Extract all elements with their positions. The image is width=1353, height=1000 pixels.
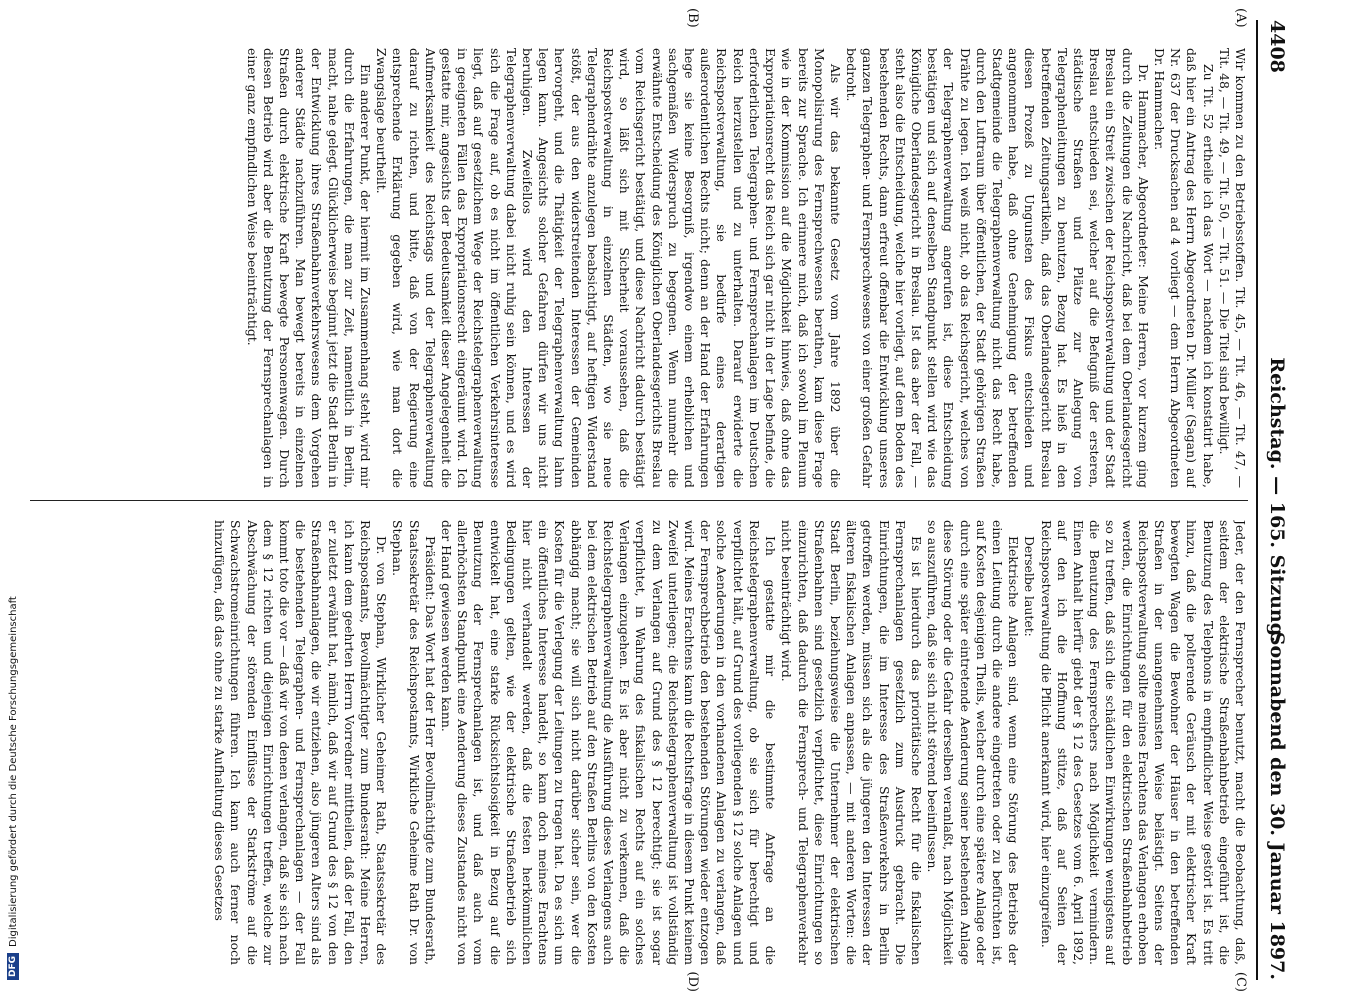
paragraph: Zu Tit. 52 ertheile ich das Wort — nachdem ich konstatirt habe, daß hier ein Antrag des Herrn Abgeordneten Dr. Müller (Sagan) auf Nr. 637 der Drucksachen ad 4 vorliegt — dem Herrn Abgeordneten Dr. Hammacher.	[1151, 48, 1216, 488]
paragraph: Es ist hierdurch das prioritätische Recht für die fiskalischen Fernsprechanlagen gesetzlich zum Ausdruck gebracht. Die Einrichtungen, die im Interesse des Straßenverkehrs in Berlin getroffen werden, müssen sich als die jüngeren den Interessen der älteren fiskalischen Anlagen anpassen, — mit anderen Worten: die Stadt Berlin, beziehungsweise die Unternehmer der elektrischen Straßenbahnen sind gesetzlich verpflichtet, diese Einrichtungen so einzurichten, daß dadurch die Fernsprech- und Telegraphenverkehr nicht beeinträchtigt wird.	[779, 520, 924, 965]
funding-sidebar	[0, 0, 26, 1000]
paragraph: Dr. von Stephan, Wirklicher Geheimer Rath, Staatssekretär des Reichspostamts, Bevollmächtigter zum Bundesrath: Meine Herren, ich kann dem geehrten Herrn Vorredner mittheilen, daß der Fall, den er zuletzt erwähnt hat, nämlich, daß wir auf Grund des § 12 von den Straßenbahnanlagen, die wir entziehen, also jüngeren Alters sind als die bestehenden Telegraphen- und Fernsprechanlagen — der Fall kommt toto die vor — daß wir von denen verlangen, daß sie sich nach dem § 12 richten und diejenigen Einrichtungen treffen, welche zur Abschwächung der störenden Einflüsse der Starkströme auf die Schwachstromeinrichtungen führen. Ich kann auch ferner noch hinzufügen, daß das ohne zu starke Aufhaltung dieses Gesetzes	[212, 520, 390, 965]
header-rule	[1256, 20, 1258, 980]
paragraph: Wir kommen zu den Betriebsstoffen. Tit. 45, — Tit. 46, — Tit. 47, — Tit. 48, — Tit. 49, — Tit. 50, — Tit. 51. — Die Titel sind bewilligt.	[1216, 48, 1248, 488]
page-number: 4408	[1266, 20, 1288, 73]
margin-marker-d: (D)	[685, 971, 700, 992]
funding-text: Digitalisierung gefördert durch die Deutsche Forschungsgemeinschaft	[7, 596, 19, 947]
funding-text-row	[0, 0, 26, 1000]
paragraph: Ein anderer Punkt, der hiermit im Zusammenhang steht, wird mir durch die Erfahrungen, die man zur Zeit, namentlich in Berlin, macht, nahe gelegt. Glücklicherweise beginnt jetzt die Stadt Berlin in der Entwicklung ihres Straßenbahnverkehrswesens dem Vorgehen anderer Städte nachzuführen. Man bewegt bereits in einzelnen Straßen durch elektrische Kraft bewegte Personenwagen. Durch diesen Betrieb wird aber die Benutzung der Fernsprechanlagen in einer ganz empfindlichen Weise beeinträchtigt.	[244, 48, 374, 488]
paragraph: Als wir das bekannte Gesetz vom Jahre 1892 über die Monopolisirung des Fernsprechwesens berathen, kam diese Frage bereits zur Sprache. Ich erinnere mich, daß ich sowohl im Plenum wie in der Kommission auf die Möglichkeit hinwies, daß ohne das Expropriationsrecht das Reich sich gar nicht in der Lage befinde, die erforderlichen Telegraphen- und Fernsprechanlagen im Deutschen Reich herzustellen und zu unterhalten. Darauf erwiderte die Reichspostverwaltung, sie bedürfe eines derartigen außerordentlichen Rechts nicht; denn an der Hand der Erfahrungen hege sie keine Besorgniß, irgendwo einem erheblichen und sachgemäßen Widerspruch zu begegnen. Wenn nunmehr die erwähnte Entscheidung des Königlichen Oberlandesgerichts Breslau vom Reichsgericht bestätigt, und diese Nachricht dadurch bestätigt wird, so läßt sich mit Sicherheit voraussehen, daß die Reichspostverwaltung in einzelnen Städten, wo sie neue Telegraphendrähte anzulegen beabsichtigt, auf heftigen Widerstand stößt, der aus den widerstreitenden Interessen der Gemeinden hervorgeht, und die Thätigkeit der Telegraphenverwaltung lahm legen kann. Angesichts solcher Gefahren dürfen wir uns nicht beruhigen. Zweifellos wird den Interessen der Telegraphenverwaltung dabei nicht ruhig sein können, und es wird sich die Frage auf, ob es nicht im öffentlichen Verkehrsinteresse liegt, daß auf gesetzlichem Wege der Reichstelegraphenverwaltung in geeigneten Fällen das Expropriationsrecht eingeräumt wird. Ich gestatte mir, angesichts der Bedeutsamkeit dieser Angelegenheit die Aufmerksamkeit des Reichstags und der Telegraphenverwaltung darauf zu richten, und bitte, daß von der Regierung eine entsprechende Erklärung gegeben wird, wie man dort die Zwangslage beurtheilt.	[374, 48, 843, 488]
column-divider	[30, 500, 1248, 501]
margin-marker-c: (C)	[1233, 971, 1248, 992]
paragraph: Dr. Hammacher, Abgeordneter: Meine Herren, vor kurzem ging durch die Zeitungen die Nachricht, daß bei dem Oberlandesgericht Breslau ein Streit zwischen der Reichspostverwaltung und der Stadt Breslau entschieden sei, welcher auf die Befugniß der ersteren, städtische Straßen und Plätze zur Anlegung von Telegraphenleitungen zu benutzen, Bezug hat. Es hieß in den betreffenden Zeitungsartikeln, daß das Oberlandesgericht Breslau diesen Prozeß zu Ungunsten des Fiskus entschieden und angenommen habe, daß ohne Genehmigung der betreffenden Stadtgemeinde die Telegraphenverwaltung nicht das Recht habe, durch den Luftraum über öffentlichen, der Stadt gehörigen Straßen Drähte zu legen. Ich weiß nicht, ob das Reichsgericht, welches von der Telegraphenverwaltung angerufen ist, diese Entscheidung bestätigen und sich auf denselben Standpunkt stellen wird wie das Königliche Oberlandesgericht in Breslau. Ist das aber der Fall, — steht also die Entscheidung, welche hier vorliegt, auf dem Boden des bestehenden Rechts, dann erfreut offenbar die Entwicklung unseres ganzen Telegraphen- und Fernsprechwesens von einer großen Gefahr bedroht.	[844, 48, 1151, 488]
page-title: Reichstag. — 165. Sitzung.	[1266, 357, 1288, 643]
paragraph: Ich gestatte mir die bestimmte Anfrage an die Reichstelegraphenverwaltung, ob sie sich für berechtigt und verpflichtet hält, auf Grund des vorliegenden § 12 solche Anlagen und solche Aenderungen in den vorhandenen Anlagen zu verlangen, daß der Fernsprechbetrieb den bestehenden Störungen wieder entzogen wird. Meines Erachtens kann die Rechtsfrage in diesem Punkt keinem Zweifel unterliegen; die Reichstelegraphenverwaltung ist vollständig zu dem Verlangen auf Grund des § 12 berechtigt; sie ist sogar verpflichtet, in Wahrung des fiskalischen Rechts auf ein solches Verlangen einzugehen. Es ist aber nicht zu verkennen, daß die Reichstelegraphenverwaltung die Ausführung dieses Verlangens auch bei dem elektrischen Betrieb auf den Straßen Berlins von den Kosten abhängig macht; sie will sich nicht darüber sicher sein, wer die Kosten für die Verlegung der Leitungen zu tragen hat. Da es sich um ein öffentliches Interesse handelt, so kann doch meines Erachtens hier nicht verhandelt werden, daß die festen herkömmlichen Bedingungen gelten, wie der elektrische Straßenbetrieb sich entwickelt hat, eine starke Rücksichtslosigkeit in Bezug auf die Benutzung der Fernsprechanlagen ist, und daß auch vom allerhöchsten Standpunkt eine Aenderung dieses Zustandes nicht von der Hand gewiesen werden kann.	[439, 520, 779, 965]
margin-marker-a: (A)	[1233, 8, 1248, 28]
margin-marker-b: (B)	[685, 8, 700, 28]
paragraph: Präsident: Das Wort hat der Herr Bevollmächtigte zum Bundesrath, Staatssekretär des Reichspostamts, Wirkliche Geheime Rath Dr. von Stephan.	[390, 520, 438, 965]
quoted-paragraph: Elektrische Anlagen sind, wenn eine Störung des Betriebs der einen Leitung durch die andere eingetreten oder zu befürchten ist, auf Kosten desjenigen Theils, welcher durch eine spätere Anlage oder durch eine später eintretende Aenderung seiner bestehenden Anlage diese Störung oder die Gefahr derselben veranlaßt, nach Möglichkeit so auszuführen, daß sie sich nicht störend beeinflussen.	[925, 520, 1022, 965]
paragraph: Derselbe lautet:	[1022, 536, 1038, 637]
page-header	[1262, 20, 1292, 980]
page-date: Sonnabend den 30. Januar 1897.	[1266, 631, 1288, 980]
paragraph: Jeder, der den Fernsprecher benutzt, macht die Beobachtung, daß, seitdem der elektrische Straßenbahnbetrieb eingeführt ist, die Benutzung des Telephons in empfindlicher Weise gestört ist. Es tritt hinzu, daß die polterende Geräusch der mit elektrischer Kraft bewegten Wagen die Bewohner der Häuser in den betreffenden Straßen in der unangenehmsten Weise belästigt. Seitens der Reichspostverwaltung sollte meines Erachtens das Verlangen erhoben werden, die Einrichtungen für den elektrischen Straßenbahnbetrieb so zu treffen, daß sich die schädlichen Einwirkungen wenigstens auf die Benutzung des Fernsprechers nach Möglichkeit vermindern. Einen Anhalt hierfür giebt der § 12 des Gesetzes vom 6. April 1892, auf den ich die Hoffnung stütze, daß auf Seiten der Reichspostverwaltung die Pflicht anerkannt wird, hier einzugreifen.	[1038, 520, 1248, 965]
left-column	[38, 48, 1248, 488]
right-column	[38, 520, 1248, 965]
dfg-logo: DFG	[7, 953, 19, 980]
